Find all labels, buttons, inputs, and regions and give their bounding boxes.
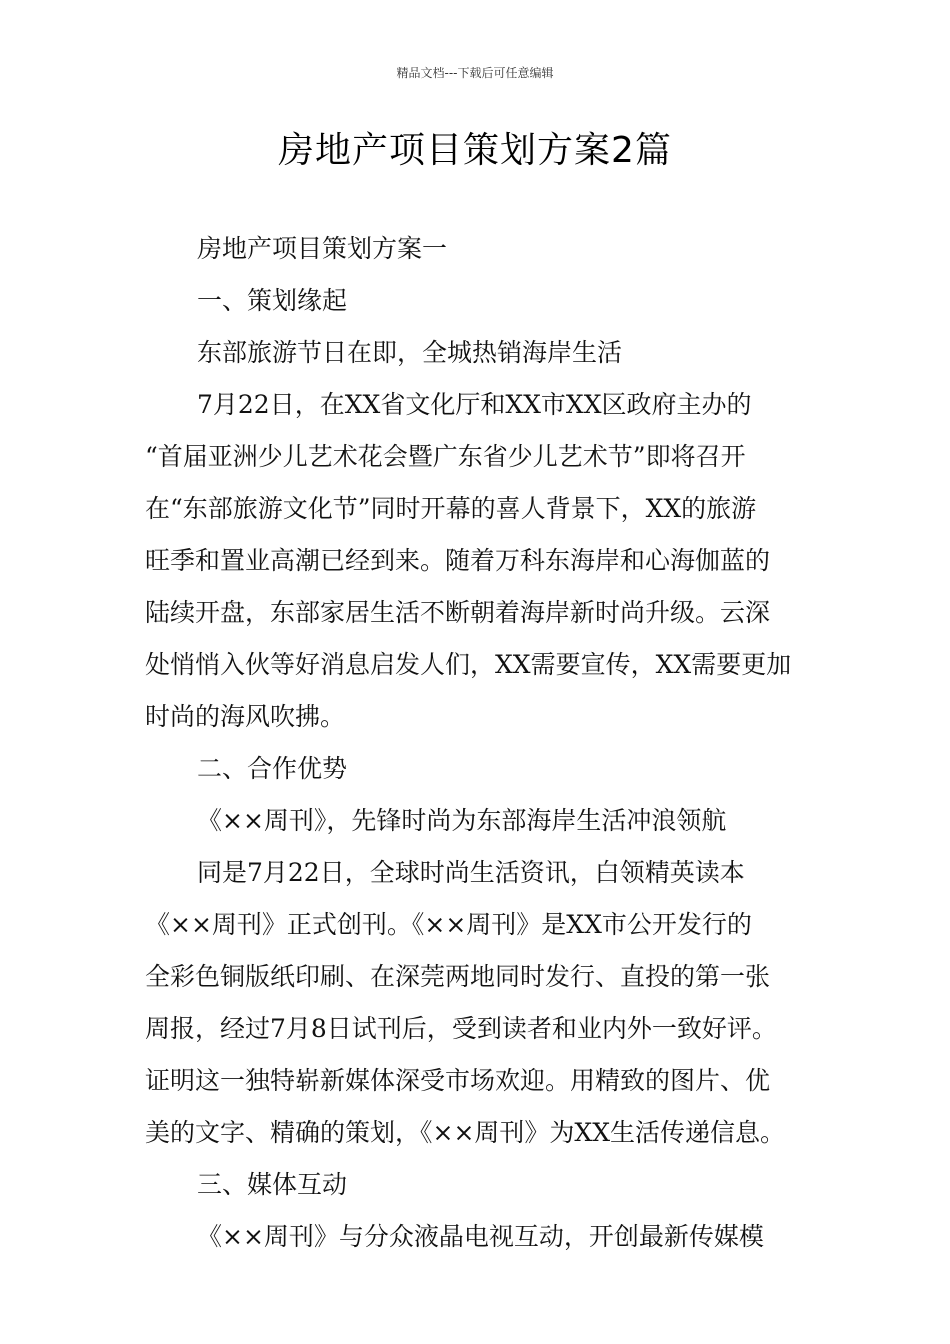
paragraph-line: “首届亚洲少儿艺术花会暨广东省少儿艺术节”即将召开 bbox=[145, 442, 746, 471]
paragraph-line: 在“东部旅游文化节”同时开幕的喜人背景下，XX的旅游 bbox=[145, 494, 757, 523]
paragraph-line: 处悄悄入伙等好消息启发人们，XX需要宣传，XX需要更加 bbox=[145, 650, 792, 679]
paragraph-line: 旺季和置业高潮已经到来。随着万科东海岸和心海伽蓝的 bbox=[145, 546, 771, 575]
subtitle-line: 房地产项目策划方案一 bbox=[197, 234, 448, 263]
section-heading-1: 一、策划缘起 bbox=[197, 286, 348, 315]
paragraph-line: 美的文字、精确的策划，《××周刊》为XX生活传递信息。 bbox=[145, 1118, 785, 1147]
section-heading-3: 三、媒体互动 bbox=[197, 1170, 348, 1199]
paragraph-line: 证明这一独特崭新媒体深受市场欢迎。用精致的图片、优 bbox=[145, 1066, 771, 1095]
page-header-note: 精品文档---下载后可任意编辑 bbox=[396, 66, 554, 80]
paragraph-line: 陆续开盘，东部家居生活不断朝着海岸新时尚升级。云深 bbox=[145, 598, 771, 627]
paragraph-line: 同是7月22日，全球时尚生活资讯，白领精英读本 bbox=[197, 858, 745, 887]
document-title: 房地产项目策划方案2篇 bbox=[278, 130, 672, 171]
paragraph-line: 《××周刊》，先锋时尚为东部海岸生活冲浪领航 bbox=[197, 806, 727, 835]
paragraph-line: 全彩色铜版纸印刷、在深莞两地同时发行、直投的第一张 bbox=[145, 962, 771, 991]
paragraph-line: 时尚的海风吹拂。 bbox=[145, 702, 346, 731]
document-body bbox=[145, 224, 810, 1264]
paragraph-line: 周报，经过7月8日试刊后，受到读者和业内外一致好评。 bbox=[145, 1014, 777, 1043]
section-heading-2: 二、合作优势 bbox=[197, 754, 348, 783]
paragraph-line: 《××周刊》正式创刊。《××周刊》是XX市公开发行的 bbox=[145, 910, 752, 939]
paragraph-line: 东部旅游节日在即，全城热销海岸生活 bbox=[197, 338, 623, 367]
paragraph-line: 7月22日，在XX省文化厅和XX市XX区政府主办的 bbox=[197, 390, 752, 419]
paragraph-line: 《××周刊》与分众液晶电视互动，开创最新传媒模 bbox=[197, 1222, 764, 1251]
